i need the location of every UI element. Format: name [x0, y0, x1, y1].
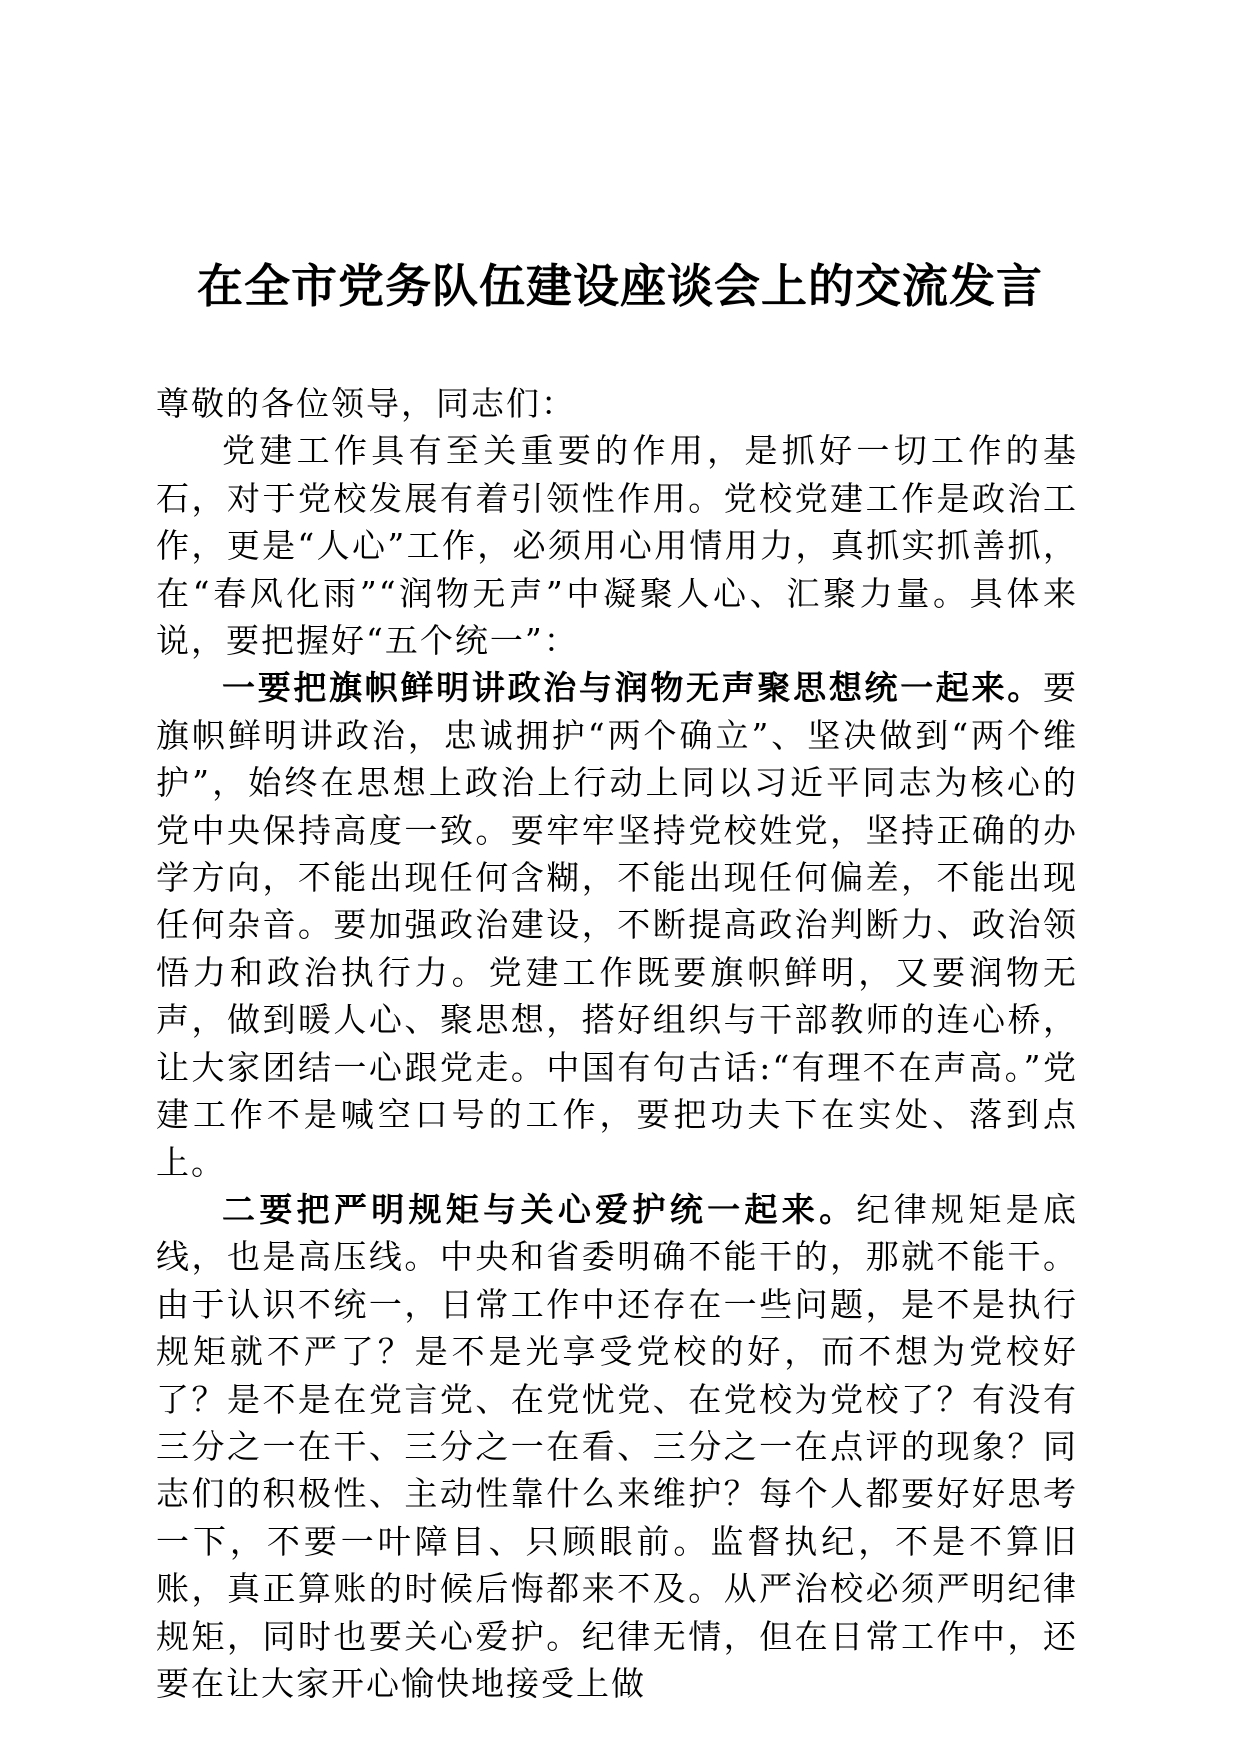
paragraph-text: 党建工作具有至关重要的作用，是抓好一切工作的基石，对于党校发展有着引领性作用。党校党建工作是政治工作，更是“人心”工作，必须用心用情用力，真抓实抓善抓，在“春风化雨”“润物无声”中凝聚人心、汇聚力量。具体来说，要把握好“五个统一”： [156, 431, 1078, 661]
paragraph-text: 纪律规矩是底线，也是高压线。中央和省委明确不能干的，那就不能干。由于认识不统一，日常工作中还存在一些问题，是不是执行规矩就不严了？是不是光享受党校的好，而不想为党校好了？是不是在党言党、在党忧党、在党校为党校了？有没有三分之一在干、三分之一在看、三分之一在点评的现象？同志们的积极性、主动性靠什么来维护？每个人都要好好思考一下，不要一叶障目、只顾眼前。监督执纪，不是不算旧账，真正算账的时候后悔都来不及。从严治校必须严明纪律规矩，同时也要关心爱护。纪律无情，但在日常工作中，还要在让大家开心愉快地接受上做 [156, 1189, 1079, 1703]
document-body [156, 380, 1078, 1707]
paragraph-lead-heading: 一要把旗帜鲜明讲政治与润物无声聚思想统一起来。 [222, 668, 1043, 708]
paragraph-text: 要旗帜鲜明讲政治，忠诚拥护“两个确立”、坚决做到“两个维护”，始终在思想上政治上行动上同以习近平同志为核心的党中央保持高度一致。要牢牢坚持党校姓党，坚持正确的办学方向，不能出现任何含糊，不能出现任何偏差，不能出现任何杂音。要加强政治建设，不断提高政治判断力、政治领悟力和政治执行力。党建工作既要旗帜鲜明，又要润物无声，做到暖人心、聚思想，搭好组织与干部教师的连心桥，让大家团结一心跟党走。中国有句古话:“有理不在声高。”党建工作不是喊空口号的工作，要把功夫下在实处、落到点上。 [156, 668, 1078, 1182]
paragraph-point-one [156, 664, 1078, 1185]
paragraph-lead-heading: 二要把严明规矩与关心爱护统一起来。 [222, 1189, 857, 1229]
document-title: 在全市党务队伍建设座谈会上的交流发言 [197, 259, 1043, 313]
paragraph-point-two [156, 1186, 1078, 1707]
paragraph-intro [156, 427, 1078, 664]
salutation: 尊敬的各位领导，同志们： [156, 384, 576, 423]
